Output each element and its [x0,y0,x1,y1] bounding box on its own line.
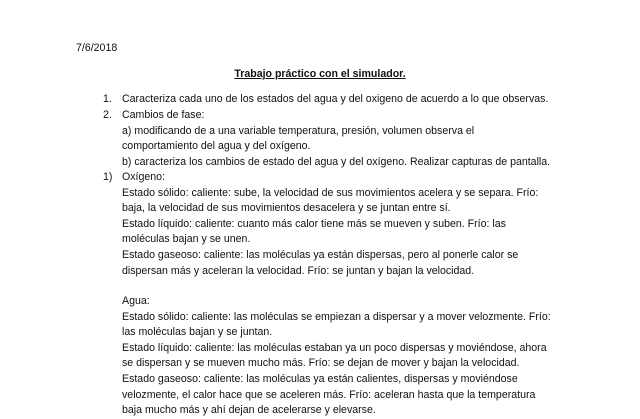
paragraph-line: Estado sólido: caliente: sube, la velocidad de sus movimientos acelera y se separa. Frío: [122,186,539,199]
paragraph-line: Estado líquido: caliente: las moléculas estaban ya un poco dispersas y moviéndose, ahora [122,341,547,354]
paragraph-line: moléculas bajan y se unen. [122,233,251,246]
section-heading: Agua: [122,295,150,307]
list-item-heading: Oxígeno: [122,171,165,183]
document-title: Trabajo práctico con el simulador. [234,68,406,80]
list-item-oxygen [103,170,165,186]
paragraph-line: Estado líquido: caliente: cuanto más calor tiene más se mueven y suben. Frío: las [122,217,506,230]
paragraph-line: Estado gaseoso: caliente: las moléculas ya están calientes, dispersas y moviéndose [122,372,518,385]
document-date: 7/6/2018 [76,42,118,54]
paragraph-line: Estado gaseoso: caliente: las moléculas ya están dispersas, pero al ponerle calor se [122,248,519,261]
list-item-1 [103,92,548,108]
paragraph-line: b) caracteriza los cambios de estado del agua y del oxígeno. Realizar capturas de pantalla. [122,155,551,168]
paragraph-line: velozmente, el calor hace que se aceleren más. Frío: aceleran hasta que la temperatura [122,388,536,401]
paragraph-line: dispersan más y aceleran la velocidad. Frío: se juntan y bajan la velocidad. [122,264,475,277]
list-item-number: 1. [103,93,112,105]
list-item-2-body [122,124,592,171]
paragraph-line: las moléculas bajan y se juntan. [122,326,273,339]
paragraph-line: comportamiento del agua y del oxígeno. [122,140,311,153]
list-item-text: Caracteriza cada uno de los estados del agua y del oxigeno de acuerdo a lo que observas. [122,93,549,105]
paragraph-line: a) modificando de a una variable temperatura, presión, volumen observa el [122,124,475,137]
list-item-number: 2. [103,109,112,121]
oxygen-body [122,186,592,280]
paragraph-line: Estado sólido: caliente: las moléculas se empiezan a dispersar y a mover velozmente. Frío: [122,310,551,323]
water-section [122,294,592,419]
paragraph-line: baja, la velocidad de sus movimientos desacelera y se juntan entre sí. [122,202,451,215]
paragraph-line: baja mucho más y ahí dejan de acelerarse y elevarse. [122,404,376,417]
paragraph-line: se dispersan y se mueven mucho más. Frío: se dejan de mover y bajan la velocidad. [122,357,520,370]
list-item-2 [103,108,204,124]
list-item-number: 1) [103,171,113,183]
list-item-text: Cambios de fase: [122,109,205,121]
